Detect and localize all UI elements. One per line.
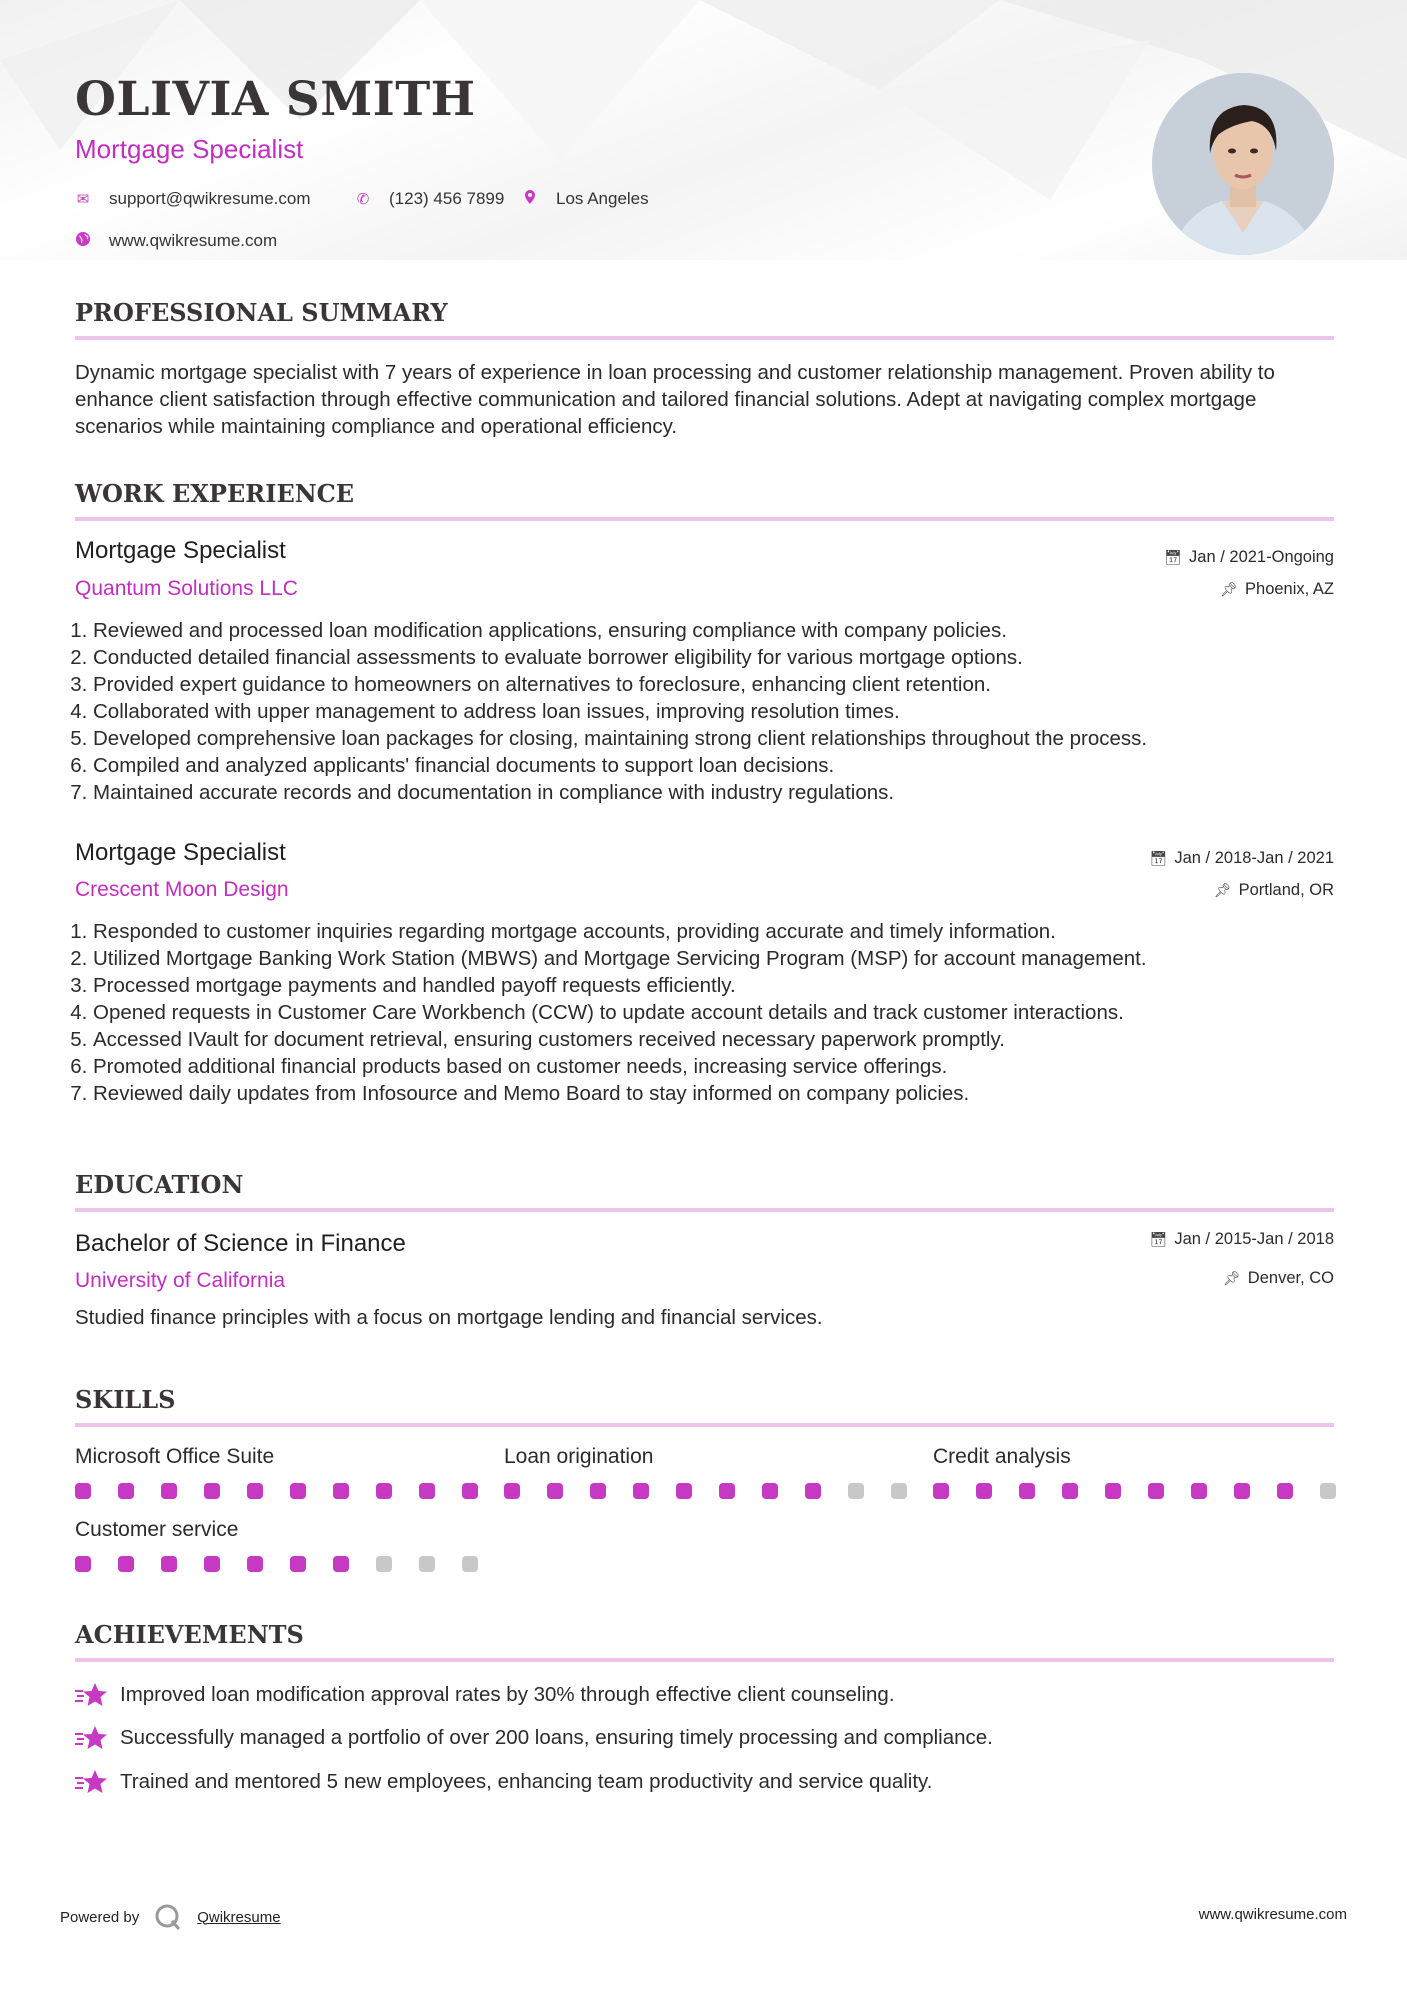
list-item: 4. Opened requests in Customer Care Workbench (CCW) to update account details and track customer interactions. (93, 999, 1363, 1026)
location-text: Los Angeles (556, 189, 649, 208)
skill-dot-filled (1234, 1483, 1250, 1499)
job-location-text: Portland, OR (1238, 881, 1334, 899)
section-divider (75, 336, 1334, 340)
job-dates (1150, 849, 1334, 868)
skill-dot-filled (1062, 1483, 1078, 1499)
job-location-text: Phoenix, AZ (1245, 580, 1334, 598)
job-title: Mortgage Specialist (75, 839, 286, 866)
contact-website[interactable] (75, 231, 277, 251)
powered-by-label: Powered by (60, 1908, 140, 1926)
section-divider (75, 1423, 1334, 1427)
skill-rating (504, 1483, 934, 1499)
skill-dot-filled (805, 1483, 821, 1499)
list-item: 2. Conducted detailed financial assessments to evaluate borrower eligibility for various mortgage options. (93, 644, 1363, 671)
skill-dot-filled (161, 1483, 177, 1499)
skill-dot-filled (333, 1483, 349, 1499)
footer-website[interactable]: www.qwikresume.com (1198, 1906, 1347, 1923)
phone-icon: ✆ (356, 191, 370, 208)
star-icon (75, 1681, 108, 1709)
education-description: Studied finance principles with a focus on mortgage lending and financial services. (75, 1306, 823, 1329)
skill-dot-empty (1320, 1483, 1336, 1499)
summary-heading: PROFESSIONAL SUMMARY (75, 298, 448, 327)
skill-dot-filled (118, 1556, 134, 1572)
skill-dot-filled (204, 1483, 220, 1499)
skill-dot-empty (376, 1556, 392, 1572)
job-dates-text: Jan / 2021-Ongoing (1189, 548, 1334, 566)
skill-dot-filled (290, 1483, 306, 1499)
envelope-icon: ✉ (76, 191, 90, 208)
skill-name: Credit analysis (933, 1445, 1071, 1468)
skill-dot-filled (547, 1483, 563, 1499)
section-divider (75, 517, 1334, 521)
list-item: 7. Maintained accurate records and documentation in compliance with industry regulations. (93, 779, 1363, 806)
list-item: 2. Utilized Mortgage Banking Work Station (MBWS) and Mortgage Servicing Program (MSP) for account management. (93, 945, 1363, 972)
contact-email[interactable] (75, 189, 311, 209)
pin-icon: 📌︎ (1223, 1270, 1241, 1286)
skill-dot-filled (1105, 1483, 1121, 1499)
list-item: 5. Developed comprehensive loan packages for closing, maintaining strong client relationships throughout the process. (93, 725, 1363, 752)
skill-dot-empty (848, 1483, 864, 1499)
skill-dot-filled (290, 1556, 306, 1572)
candidate-role: Mortgage Specialist (75, 134, 304, 164)
section-divider (75, 1208, 1334, 1212)
education-location (1223, 1269, 1334, 1288)
profile-photo (1152, 73, 1334, 255)
section-divider (75, 1658, 1334, 1662)
list-item: 4. Collaborated with upper management to address loan issues, improving resolution times. (93, 698, 1363, 725)
job-responsibilities (70, 918, 1363, 1107)
portrait-illustration (1152, 73, 1334, 255)
pin-icon: 📌︎ (1220, 581, 1239, 597)
skill-rating (75, 1556, 505, 1572)
experience-heading: WORK EXPERIENCE (75, 479, 355, 508)
skill-dot-filled (504, 1483, 520, 1499)
job-responsibilities (70, 617, 1363, 806)
skill-dot-filled (590, 1483, 606, 1499)
skill-dot-filled (976, 1483, 992, 1499)
skill-dot-filled (676, 1483, 692, 1499)
calendar-icon: 📅︎ (1164, 549, 1183, 565)
list-item: 6. Compiled and analyzed applicants' financial documents to support loan decisions. (93, 752, 1363, 779)
list-item: 6. Promoted additional financial products based on customer needs, increasing service offerings. (93, 1053, 1363, 1080)
skill-dot-empty (419, 1556, 435, 1572)
achievement-item (75, 1724, 993, 1752)
calendar-icon: 📅︎ (1149, 1231, 1168, 1247)
achievements-heading: ACHIEVEMENTS (75, 1620, 304, 1649)
phone-text: (123) 456 7899 (389, 189, 505, 208)
skill-dot-filled (118, 1483, 134, 1499)
skill-dot-filled (75, 1556, 91, 1572)
achievement-text: Improved loan modification approval rates by 30% through effective client counseling. (120, 1683, 895, 1706)
pin-icon: 📌︎ (1213, 882, 1232, 898)
job-company: Quantum Solutions LLC (75, 577, 298, 600)
skill-name: Microsoft Office Suite (75, 1445, 275, 1468)
list-item: 3. Processed mortgage payments and handled payoff requests efficiently. (93, 972, 1363, 999)
achievement-item (75, 1768, 932, 1796)
footer-powered-by (60, 1902, 281, 1932)
skill-dot-filled (247, 1483, 263, 1499)
skill-name: Loan origination (504, 1445, 654, 1468)
job-title: Mortgage Specialist (75, 537, 286, 564)
education-location-text: Denver, CO (1247, 1269, 1334, 1287)
achievement-text: Successfully managed a portfolio of over 200 loans, ensuring timely processing and compliance. (120, 1726, 993, 1749)
email-text: support@qwikresume.com (109, 189, 311, 208)
skill-dot-filled (1148, 1483, 1164, 1499)
star-icon (75, 1768, 108, 1796)
education-dates (1150, 1230, 1334, 1249)
skill-dot-filled (376, 1483, 392, 1499)
candidate-name: OLIVIA SMITH (75, 72, 476, 127)
skill-dot-filled (419, 1483, 435, 1499)
skill-rating (75, 1483, 505, 1499)
qwikresume-link[interactable]: Qwikresume (197, 1908, 281, 1926)
contact-location (522, 189, 649, 209)
job-company: Crescent Moon Design (75, 878, 289, 901)
skill-dot-filled (1277, 1483, 1293, 1499)
skill-name: Customer service (75, 1518, 239, 1541)
map-marker-icon (522, 190, 538, 208)
summary-text: Dynamic mortgage specialist with 7 years of experience in loan processing and customer relationship management. Proven ability to enhance client satisfaction through effective communication and tailored financial solutions. Adept at navigating complex mortgage scenarios while maintaining compliance and operational efficiency. (75, 361, 1275, 438)
website-text: www.qwikresume.com (109, 231, 278, 250)
list-item: 7. Reviewed daily updates from Infosource and Memo Board to stay informed on company policies. (93, 1080, 1363, 1107)
skills-heading: SKILLS (75, 1385, 176, 1414)
skill-dot-filled (333, 1556, 349, 1572)
skill-dot-filled (75, 1483, 91, 1499)
list-item: 1. Reviewed and processed loan modification applications, ensuring compliance with company policies. (93, 617, 1363, 644)
education-dates-text: Jan / 2015-Jan / 2018 (1174, 1230, 1334, 1248)
achievement-text: Trained and mentored 5 new employees, enhancing team productivity and service quality. (120, 1770, 933, 1793)
skill-dot-filled (161, 1556, 177, 1572)
degree-title: Bachelor of Science in Finance (75, 1230, 406, 1257)
skill-dot-empty (891, 1483, 907, 1499)
job-dates (1164, 548, 1334, 567)
job-dates-text: Jan / 2018-Jan / 2021 (1174, 849, 1334, 867)
list-item: 3. Provided expert guidance to homeowners on alternatives to foreclosure, enhancing client retention. (93, 671, 1363, 698)
contact-phone[interactable] (355, 189, 504, 209)
globe-icon (75, 232, 91, 250)
skill-dot-empty (462, 1556, 478, 1572)
skill-dot-filled (719, 1483, 735, 1499)
skill-dot-filled (762, 1483, 778, 1499)
skill-dot-filled (247, 1556, 263, 1572)
skill-dot-filled (933, 1483, 949, 1499)
list-item: 5. Accessed IVault for document retrieval, ensuring customers received necessary paperwork promptly. (93, 1026, 1363, 1053)
skill-dot-filled (204, 1556, 220, 1572)
education-heading: EDUCATION (75, 1170, 244, 1199)
skill-dot-filled (1019, 1483, 1035, 1499)
job-location (1220, 580, 1334, 599)
job-location (1214, 881, 1334, 900)
star-icon (75, 1724, 108, 1752)
achievement-item (75, 1681, 895, 1709)
list-item: 1. Responded to customer inquiries regarding mortgage accounts, providing accurate and timely information. (93, 918, 1363, 945)
qwikresume-logo-icon (153, 1902, 183, 1932)
calendar-icon: 📅︎ (1149, 850, 1168, 866)
skill-dot-filled (462, 1483, 478, 1499)
school-name: University of California (75, 1269, 286, 1292)
skill-dot-filled (633, 1483, 649, 1499)
skill-rating (933, 1483, 1363, 1499)
skill-dot-filled (1191, 1483, 1207, 1499)
